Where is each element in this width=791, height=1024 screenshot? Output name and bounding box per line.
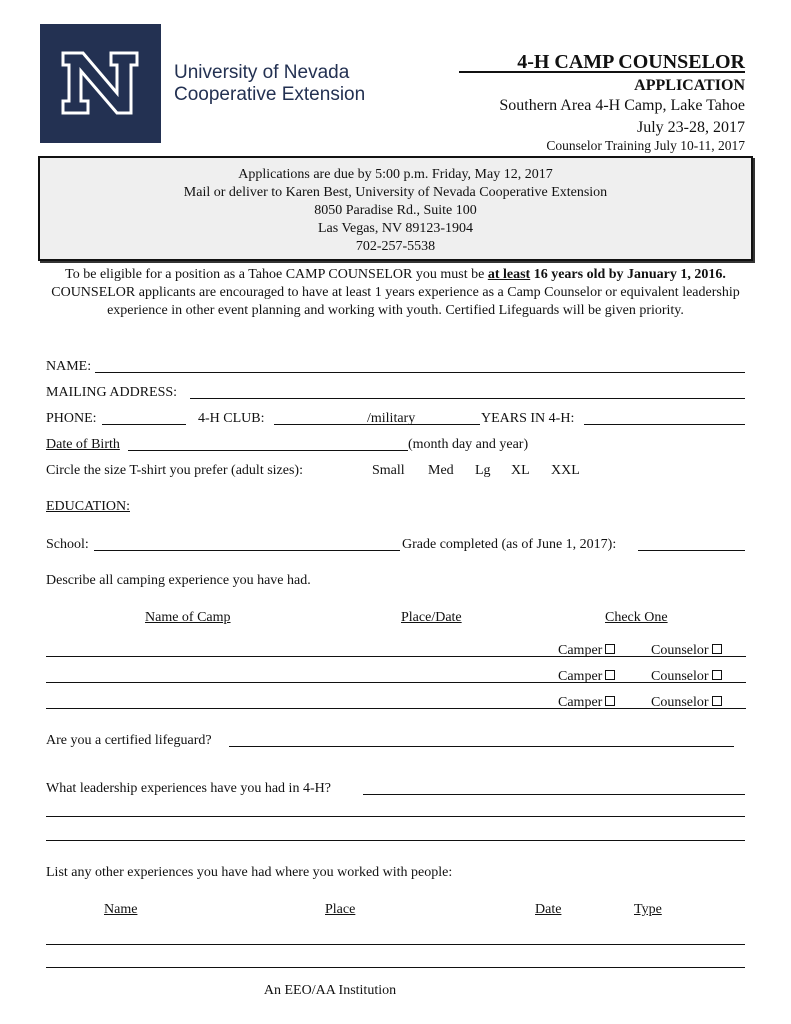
leadership-field-3[interactable] (46, 840, 745, 841)
phone-field[interactable] (102, 424, 186, 425)
size-option-small[interactable]: Small (372, 463, 405, 478)
checkbox-icon[interactable] (712, 696, 722, 706)
counselor-label: Counselor (651, 669, 709, 684)
university-n-logo-icon (61, 51, 139, 115)
eligibility-at-least: at least (487, 267, 531, 282)
camper-checkbox-1[interactable] (558, 642, 615, 660)
leadership-field-1[interactable] (363, 794, 745, 795)
notice-city: Las Vegas, NV 89123-1904 (317, 221, 474, 236)
camper-label: Camper (558, 669, 603, 684)
camper-label: Camper (558, 695, 603, 710)
checkbox-icon[interactable] (605, 670, 615, 680)
other-experience-prompt: List any other experiences you have had where you worked with people: (46, 865, 453, 880)
camper-checkbox-2[interactable] (558, 668, 615, 686)
other-row-1-line[interactable] (46, 944, 745, 945)
notice-phone: 702-257-5538 (355, 239, 436, 254)
camp-location: Southern Area 4-H Camp, Lake Tahoe (499, 97, 745, 114)
logo-block (40, 24, 161, 143)
eligibility-paragraph (38, 266, 753, 320)
camper-checkbox-3[interactable] (558, 694, 615, 712)
col-name: Name (104, 902, 138, 917)
col-place-date: Place/Date (401, 610, 462, 625)
camper-label: Camper (558, 643, 603, 658)
phone-label: PHONE: (46, 411, 97, 426)
checkbox-icon[interactable] (605, 644, 615, 654)
eligibility-age-requirement: 16 years old by January 1, 2016. (530, 267, 726, 282)
dob-hint: (month day and year) (408, 437, 529, 452)
camping-prompt: Describe all camping experience you have had. (46, 573, 311, 588)
counselor-label: Counselor (651, 643, 709, 658)
size-option-xl[interactable]: XL (511, 463, 530, 478)
col-name-of-camp: Name of Camp (145, 610, 231, 625)
mailing-address-field[interactable] (190, 398, 745, 399)
logo-line-2: Cooperative Extension (174, 84, 366, 105)
dob-label: Date of Birth (46, 437, 120, 452)
education-heading: EDUCATION: (46, 499, 130, 514)
notice-due-date: Applications are due by 5:00 p.m. Friday, May 12, 2017 (238, 167, 553, 182)
mailing-address-label: MAILING ADDRESS: (46, 385, 178, 400)
size-option-med[interactable]: Med (428, 463, 454, 478)
leadership-label: What leadership experiences have you had in 4-H? (46, 781, 331, 796)
counselor-label: Counselor (651, 695, 709, 710)
grade-label: Grade completed (as of June 1, 2017): (402, 537, 617, 552)
camp-row-3-line[interactable] (46, 708, 746, 709)
col-place: Place (325, 902, 356, 917)
counselor-checkbox-2[interactable] (651, 668, 722, 686)
camp-dates: July 23-28, 2017 (637, 119, 745, 136)
tshirt-label: Circle the size T-shirt you prefer (adult sizes): (46, 463, 303, 478)
dob-field[interactable] (128, 450, 408, 451)
checkbox-icon[interactable] (605, 696, 615, 706)
submission-info-box (38, 156, 753, 261)
title-underline (459, 71, 745, 73)
club-label: 4-H CLUB: (198, 411, 265, 426)
school-field[interactable] (94, 550, 400, 551)
size-option-xxl[interactable]: XXL (551, 463, 580, 478)
counselor-checkbox-3[interactable] (651, 694, 722, 712)
military-label: /military (367, 411, 416, 426)
grade-field[interactable] (638, 550, 745, 551)
name-label: NAME: (46, 359, 92, 374)
school-label: School: (46, 537, 89, 552)
footer-eeo: An EEO/AA Institution (263, 983, 397, 998)
lifeguard-field[interactable] (229, 746, 734, 747)
years-field[interactable] (584, 424, 745, 425)
checkbox-icon[interactable] (712, 670, 722, 680)
lifeguard-label: Are you a certified lifeguard? (46, 733, 212, 748)
logo-line-1: University of Nevada (174, 62, 350, 83)
years-label: YEARS IN 4-H: (481, 411, 575, 426)
counselor-checkbox-1[interactable] (651, 642, 722, 660)
col-type: Type (634, 902, 662, 917)
eligibility-text-1: To be eligible for a position as a Tahoe CAMP COUNSELOR you must be (65, 267, 488, 282)
eligibility-text-2: COUNSELOR applicants are encouraged to have at least 1 years experience as a Camp Counselor or equivalent leadership experience in other event planning and working with youth. Certified Lifeguards will be given priority. (51, 285, 740, 318)
camp-row-2-line[interactable] (46, 682, 746, 683)
size-option-lg[interactable]: Lg (475, 463, 491, 478)
leadership-field-2[interactable] (46, 816, 745, 817)
notice-mail-to: Mail or deliver to Karen Best, University of Nevada Cooperative Extension (183, 185, 608, 200)
page-title: 4-H CAMP COUNSELOR (517, 51, 745, 73)
page-subtitle: APPLICATION (634, 77, 745, 94)
name-field[interactable] (95, 372, 745, 373)
col-check-one: Check One (605, 610, 668, 625)
logo-wordmark (174, 62, 365, 106)
checkbox-icon[interactable] (712, 644, 722, 654)
col-date: Date (535, 902, 562, 917)
training-dates: Counselor Training July 10-11, 2017 (546, 138, 745, 153)
notice-street: 8050 Paradise Rd., Suite 100 (314, 203, 477, 218)
other-row-2-line[interactable] (46, 967, 745, 968)
camp-row-1-line[interactable] (46, 656, 746, 657)
